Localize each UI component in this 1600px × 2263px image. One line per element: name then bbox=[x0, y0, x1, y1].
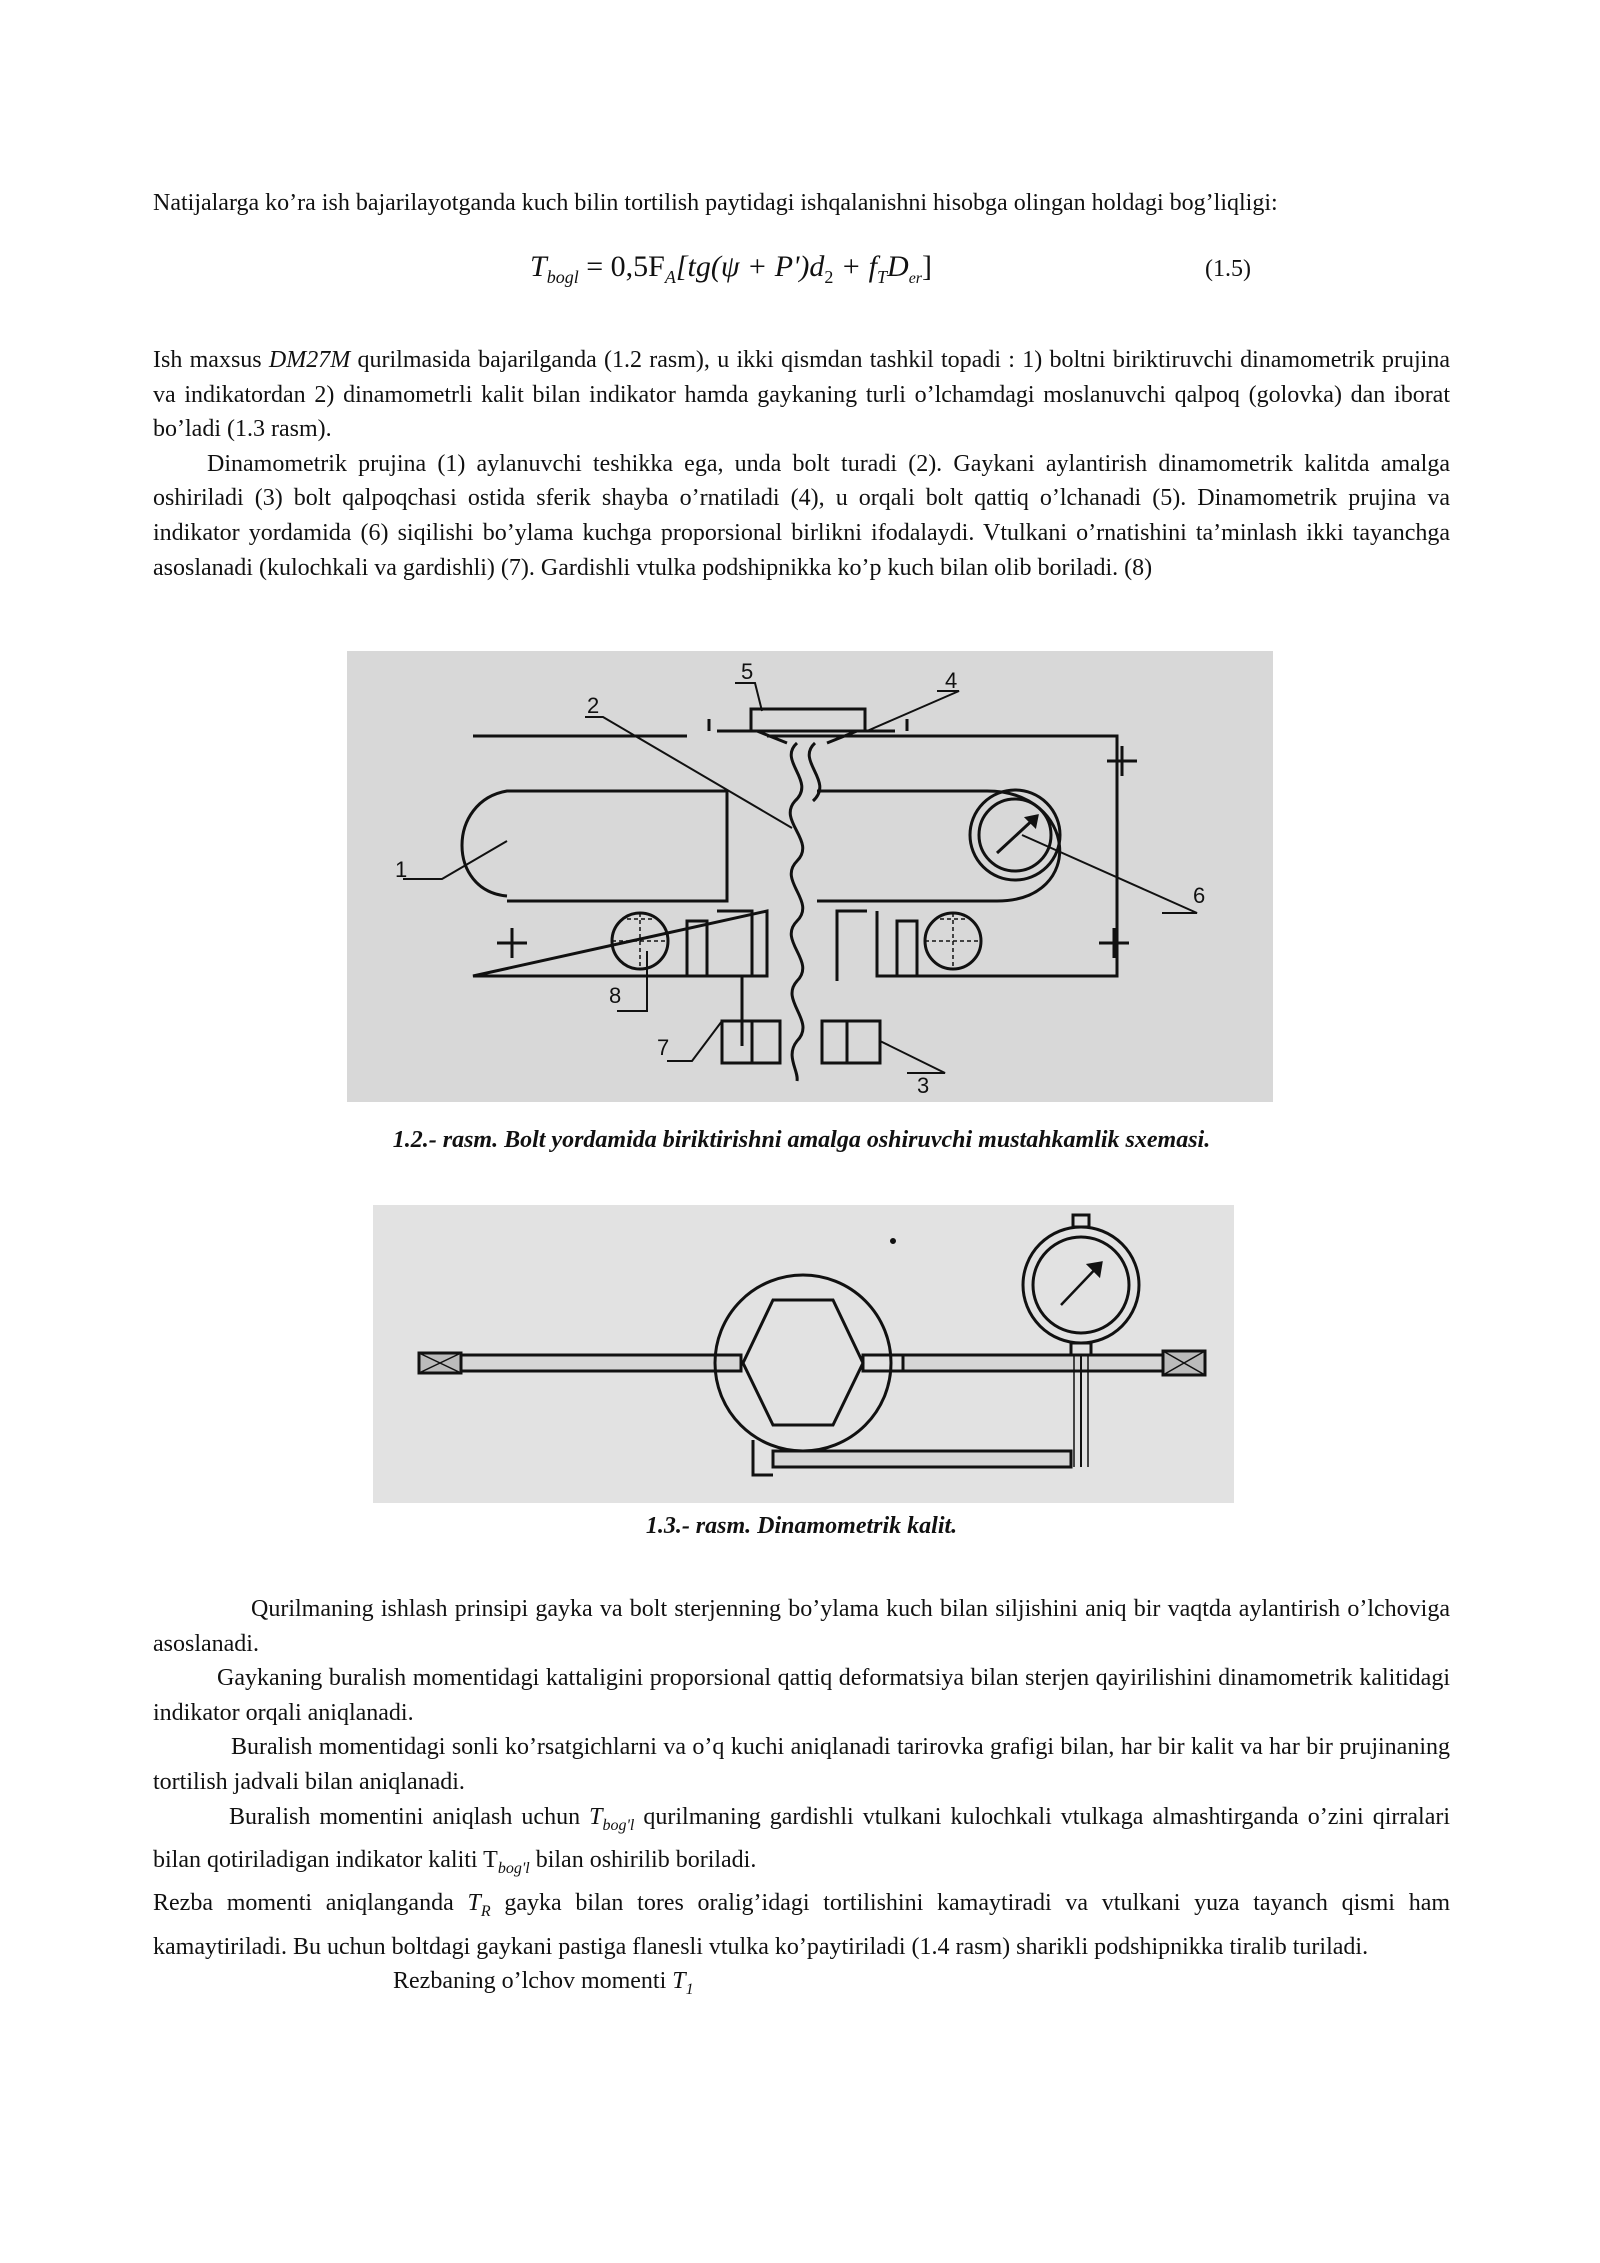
para6-c: bilan oshirilib boriladi. bbox=[529, 1846, 757, 1873]
formula-sub-2: 2 bbox=[824, 267, 834, 287]
figure-1-2 bbox=[347, 651, 1273, 1102]
formula-rhs: = 0,5F bbox=[586, 250, 665, 283]
figure-1-3-caption: 1.3.- rasm. Dinamometrik kalit. bbox=[645, 1513, 958, 1539]
paragraph-5: Buralish momentidagi sonli ko’rsatgichlarni va o’q kuchi aniqlanadi tarirovka grafigi bilan, har bir kalit va har bir prujinaning tortilish jadvali bilan aniqlanadi. bbox=[153, 1734, 1450, 1795]
label-5: 5 bbox=[741, 659, 754, 684]
paragraph-8 bbox=[153, 1964, 1450, 2007]
formula-ft: + f bbox=[833, 250, 878, 283]
equation-number: (1.5) bbox=[1205, 256, 1251, 282]
para6-a: Buralish momentini aniqlash uchun bbox=[229, 1803, 590, 1830]
paragraph-6 bbox=[153, 1800, 1450, 1887]
para1-prefix: Ish maxsus bbox=[153, 347, 269, 373]
paragraph-7 bbox=[153, 1886, 1450, 1964]
paragraph-2: Dinamometrik prujina (1) aylanuvchi teshikka ega, unda bolt turadi (2). Gaykani aylantirish dinamometrik kalitda amalga oshiriladi (3) bolt qalpoqchasi ostida sferik shayba o’rnatiladi (4), u orqali bolt qattiq o’lchanadi (5). Dinamometrik prujina va indikator yordamida (6) siqilishi bo’ylama kuchga proporsional birlikni ifodalaydi. Vtulkani o’rnatishini ta’minlash ikki tayanchga asoslanadi (kulochkali va gardishli) (7). Gardishli vtulka podshipnikka ko’p kuch bilan olib boriladi. (8) bbox=[153, 450, 1450, 581]
label-8: 8 bbox=[609, 983, 622, 1008]
formula-bracket: [tg(ψ + P')d bbox=[675, 250, 825, 283]
formula-lhs-sub: bogl bbox=[546, 267, 579, 287]
paragraph-3: Qurilmaning ishlash prinsipi gayka va bolt sterjenning bo’ylama kuch bilan siljishini aniq bir vaqtda aylantirish o’lchoviga asoslanadi. bbox=[153, 1596, 1450, 1657]
para7-a: Rezba momenti aniqlanganda bbox=[153, 1890, 468, 1917]
label-3: 3 bbox=[917, 1073, 930, 1098]
para7-t: T bbox=[467, 1890, 481, 1917]
device-name: DM27M bbox=[268, 347, 351, 373]
formula-d: D bbox=[887, 250, 909, 283]
bolt-assembly-diagram bbox=[347, 651, 1273, 1102]
para6-t-sub: bog'l bbox=[602, 1816, 635, 1834]
label-6: 6 bbox=[1193, 883, 1206, 908]
label-1: 1 bbox=[395, 857, 408, 882]
para6-t2-sub: bog'l bbox=[497, 1859, 530, 1877]
formula-sub-a: A bbox=[664, 267, 676, 287]
torque-wrench-diagram bbox=[373, 1205, 1234, 1503]
label-7: 7 bbox=[657, 1035, 670, 1060]
para8-t: T bbox=[672, 1968, 686, 1995]
formula-lhs: T bbox=[530, 250, 547, 283]
equation-1-5 bbox=[530, 250, 1251, 306]
para6-t: T bbox=[589, 1803, 603, 1830]
figure-1-3 bbox=[373, 1205, 1234, 1503]
paragraph-4: Gaykaning buralish momentidagi kattaligini proporsional qattiq deformatsiya bilan sterjen qayirilishini dinamometrik kalitidagi indikator orqali aniqlanadi. bbox=[153, 1665, 1450, 1726]
para8-a: Rezbaning o’lchov momenti bbox=[393, 1968, 673, 1995]
formula-sub-er: er bbox=[908, 270, 923, 287]
para7-t-sub: R bbox=[480, 1903, 491, 1921]
formula-close: ] bbox=[922, 250, 933, 283]
formula-sub-t: T bbox=[877, 267, 888, 287]
para6-b: qurilmaning gardishli vtulkani kulochkali vtulkaga almashtirganda o’zini qirralari bilan qotiriladigan indikator kaliti T bbox=[153, 1803, 1451, 1873]
label-4: 4 bbox=[945, 668, 958, 693]
para7-b: gayka bilan tores oralig’idagi tortilishini kamaytiradi va vtulkani yuza tayanch qismi ham kamaytiriladi. Bu uchun boltdagi gaykani pastiga flanesli vtulka ko’paytiriladi (1.4 rasm) sharikli podshipnikka tiralib turiladi. bbox=[153, 1890, 1451, 1960]
para8-t-sub: 1 bbox=[685, 1981, 694, 1999]
figure-1-2-caption: 1.2.- rasm. Bolt yordamida biriktirishni amalga oshiruvchi mustahkamlik sxemasi. bbox=[392, 1127, 1211, 1153]
para1-rest: qurilmasida bajarilganda (1.2 rasm), u ikki qismdan tashkil topadi : 1) boltni biriktiruvchi dinamometrik prujina va indikatordan 2) dinamometrli kalit bilan indikator hamda gaykaning turli o’lchamdagi moslanuvchi qalpoq (golovka) dan iborat bo’ladi (1.3 rasm). bbox=[153, 347, 1450, 443]
intro-paragraph: Natijalarga ko’ra ish bajarilayotganda kuch bilin tortilish paytidagi ishqalanishni hisobga olingan holdagi bog’liqligi: bbox=[153, 190, 1278, 216]
paragraph-1 bbox=[153, 343, 1450, 447]
label-2: 2 bbox=[587, 693, 600, 718]
